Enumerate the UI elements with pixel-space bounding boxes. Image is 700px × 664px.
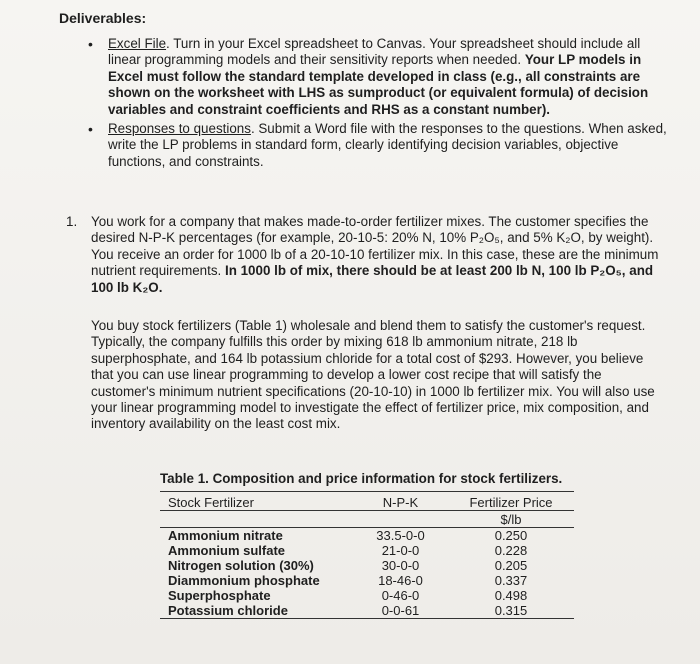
question-number: 1. (66, 214, 78, 229)
excel-bold-text: Your LP models in Excel must follow the standard template developed in class (e.g., all constraints are shown on the worksheet with LHS as sumproduct (or equivalent formula) of decision variables and constraint coefficients and RHS as a constant number). (108, 52, 649, 117)
header-price-unit: $/lb (448, 511, 574, 528)
table-row: Diammonium phosphate 18-46-0 0.337 (168, 573, 528, 589)
table-row: Nitrogen solution (30%) 30-0-0 0.205 (168, 558, 528, 574)
table-1 (160, 471, 574, 619)
bullet-icon: • (88, 36, 93, 52)
table-header-row (160, 492, 574, 511)
q1-p1-bold: In 1000 lb of mix, there should be at least 200 lb N, 100 lb P₂O₅, and 100 lb K₂O. (91, 263, 654, 295)
deliverables-list (88, 36, 668, 173)
excel-file-link: Excel File (108, 36, 167, 51)
table-row: Potassium chloride 0-0-61 0.315 (160, 603, 574, 619)
deliverable-responses (88, 121, 668, 170)
table-caption: Table 1. Composition and price information for stock fertilizers. (160, 471, 563, 486)
deliverable-excel (88, 36, 668, 118)
responses-text: . Submit a Word file with the responses to the questions. When asked, write the LP problems in standard form, clearly identifying decision variables, objective functions, and constraints. (108, 121, 667, 169)
fertilizer-table (160, 492, 574, 619)
q1-p1-text: You work for a company that makes made-to-order fertilizer mixes. The customer specifies the desired N-P-K percentages (for example, 20-10-5: 20% N, 10% P₂O₅, and 5% K₂O, by weight). You receive an order for 1000 lb of a 20-10-10 fertilizer mix. In this case, these are the minimum nutrient requirements. (91, 214, 659, 279)
bullet-icon: • (88, 121, 93, 138)
excel-text: . Turn in your Excel spreadsheet to Canvas. Your spreadsheet should include all linear programming models and their sensitivity reports when needed. (108, 36, 641, 68)
question-1-paragraph-2: You buy stock fertilizers (Table 1) wholesale and blend them to satisfy the customer's request. Typically, the company fulfills this order by mixing 618 lb ammonium nitrate, 218 lb superphosphate, and 164 lb potassium chloride for a total cost of $293. However, you believe that you can use linear programming to develop a lower cost recipe that will satisfy the customer's minimum nutrient specifications (20-10-10) in 1000 lb fertilizer mix. You will also use your linear programming model to investigate the effect of fertilizer price, mix composition, and inventory availability on the least cost mix. (91, 318, 655, 432)
table-row: Ammonium nitrate 33.5-0-0 0.250 (160, 528, 574, 544)
question-1 (66, 214, 666, 296)
deliverables-heading: Deliverables: (59, 10, 147, 26)
header-stock-fertilizer: Stock Fertilizer (168, 495, 254, 511)
header-price: Fertilizer Price (469, 495, 553, 511)
table-row: Ammonium sulfate 21-0-0 0.228 (168, 543, 528, 559)
header-npk: N-P-K (382, 495, 419, 511)
table-header-unit-row (160, 511, 574, 528)
responses-link: Responses to questions (108, 121, 251, 137)
question-1-paragraph-1 (91, 214, 666, 296)
table-row: Superphosphate 0-46-0 0.498 (168, 588, 528, 604)
